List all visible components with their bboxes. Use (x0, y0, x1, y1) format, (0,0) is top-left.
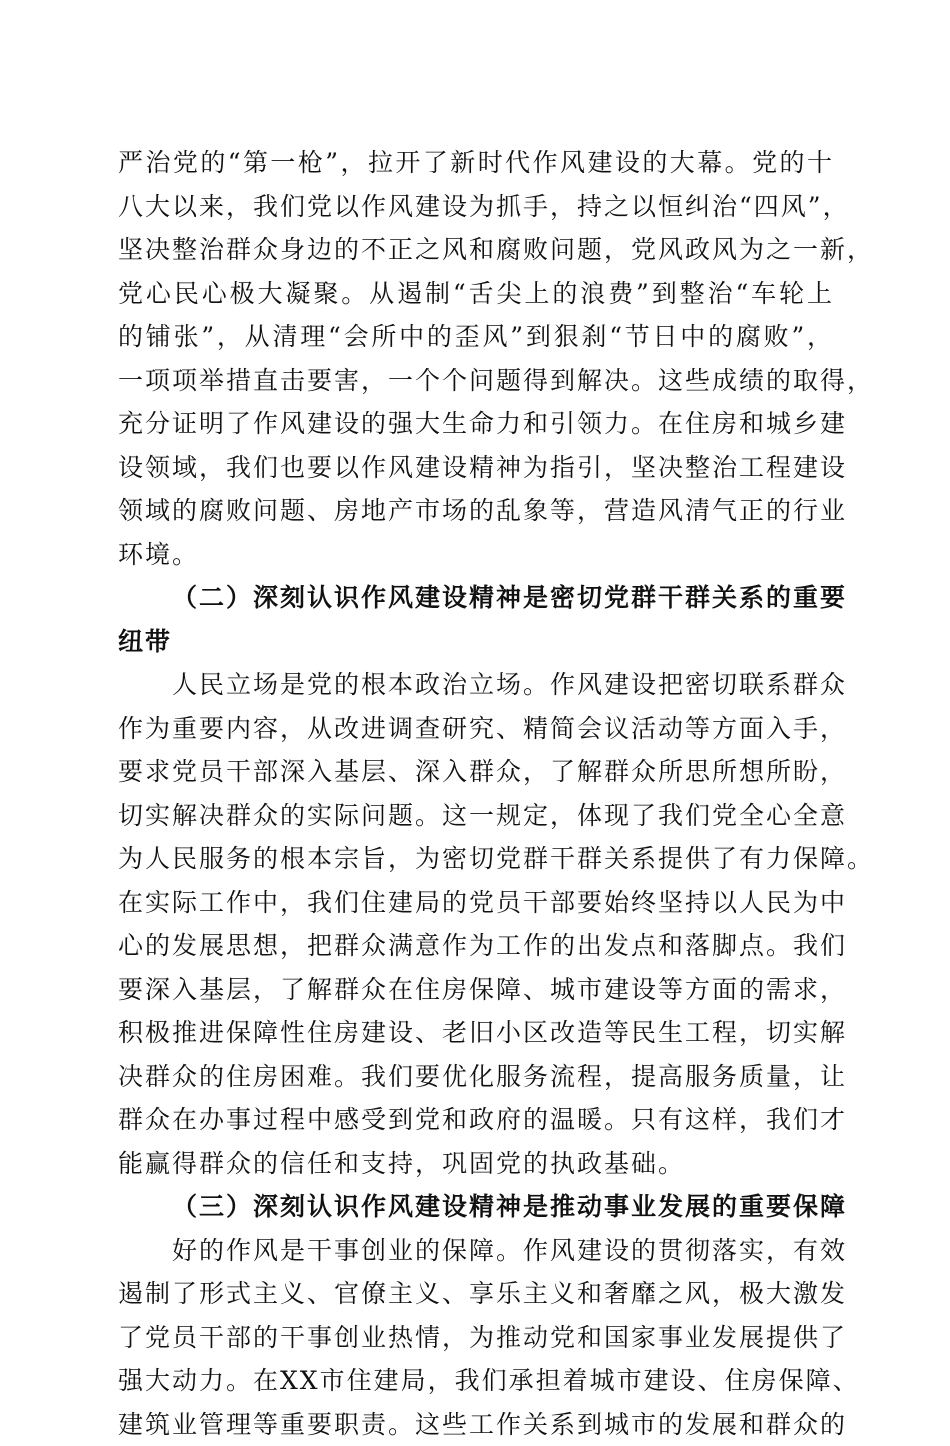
body-paragraph (118, 663, 834, 1185)
section-heading (118, 576, 834, 663)
text-line: 建筑业管理等重要职责。这些工作关系到城市的发展和群众的 (118, 1403, 834, 1446)
text-line: 环境。 (118, 533, 834, 577)
text-line: 能赢得群众的信任和支持，巩固党的执政基础。 (118, 1142, 834, 1186)
section-heading (118, 1185, 834, 1229)
text-line: 为人民服务的根本宗旨，为密切党群干群关系提供了有力保障。 (118, 837, 834, 881)
text-line: 积极推进保障性住房建设、老旧小区改造等民生工程，切实解 (118, 1011, 834, 1055)
text-line: 要深入基层，了解群众在住房保障、城市建设等方面的需求， (118, 968, 834, 1012)
text-line: 作为重要内容，从改进调查研究、精简会议活动等方面入手， (118, 707, 834, 751)
document-page (118, 141, 834, 1446)
body-paragraph (118, 141, 834, 576)
text-line: 人民立场是党的根本政治立场。作风建设把密切联系群众 (118, 663, 834, 707)
text-line: 好的作风是干事创业的保障。作风建设的贯彻落实，有效 (118, 1229, 834, 1273)
heading-line: 纽带 (118, 620, 834, 664)
text-line: 强大动力。在XX市住建局，我们承担着城市建设、住房保障、 (118, 1359, 834, 1403)
text-line: 切实解决群众的实际问题。这一规定，体现了我们党全心全意 (118, 794, 834, 838)
text-line: 心的发展思想，把群众满意作为工作的出发点和落脚点。我们 (118, 924, 834, 968)
text-line: 在实际工作中，我们住建局的党员干部要始终坚持以人民为中 (118, 881, 834, 925)
text-line: 设领域，我们也要以作风建设精神为指引，坚决整治工程建设 (118, 446, 834, 490)
text-line: 坚决整治群众身边的不正之风和腐败问题，党风政风为之一新， (118, 228, 834, 272)
text-line: 遏制了形式主义、官僚主义、享乐主义和奢靡之风，极大激发 (118, 1272, 834, 1316)
text-line: 充分证明了作风建设的强大生命力和引领力。在住房和城乡建 (118, 402, 834, 446)
text-line: 严治党的“第一枪”，拉开了新时代作风建设的大幕。党的十 (118, 141, 834, 185)
heading-line: （二）深刻认识作风建设精神是密切党群干群关系的重要 (118, 576, 834, 620)
text-line: 决群众的住房困难。我们要优化服务流程，提高服务质量，让 (118, 1055, 834, 1099)
text-line: 了党员干部的干事创业热情，为推动党和国家事业发展提供了 (118, 1316, 834, 1360)
text-line: 领域的腐败问题、房地产市场的乱象等，营造风清气正的行业 (118, 489, 834, 533)
heading-line: （三）深刻认识作风建设精神是推动事业发展的重要保障 (118, 1185, 834, 1229)
text-line: 党心民心极大凝聚。从遏制“舌尖上的浪费”到整治“车轮上 (118, 272, 834, 316)
text-line: 一项项举措直击要害，一个个问题得到解决。这些成绩的取得， (118, 359, 834, 403)
text-line: 群众在办事过程中感受到党和政府的温暖。只有这样，我们才 (118, 1098, 834, 1142)
text-line: 八大以来，我们党以作风建设为抓手，持之以恒纠治“四风”， (118, 185, 834, 229)
body-paragraph (118, 1229, 834, 1446)
text-line: 的铺张”，从清理“会所中的歪风”到狠刹“节日中的腐败”， (118, 315, 834, 359)
text-line: 要求党员干部深入基层、深入群众，了解群众所思所想所盼， (118, 750, 834, 794)
